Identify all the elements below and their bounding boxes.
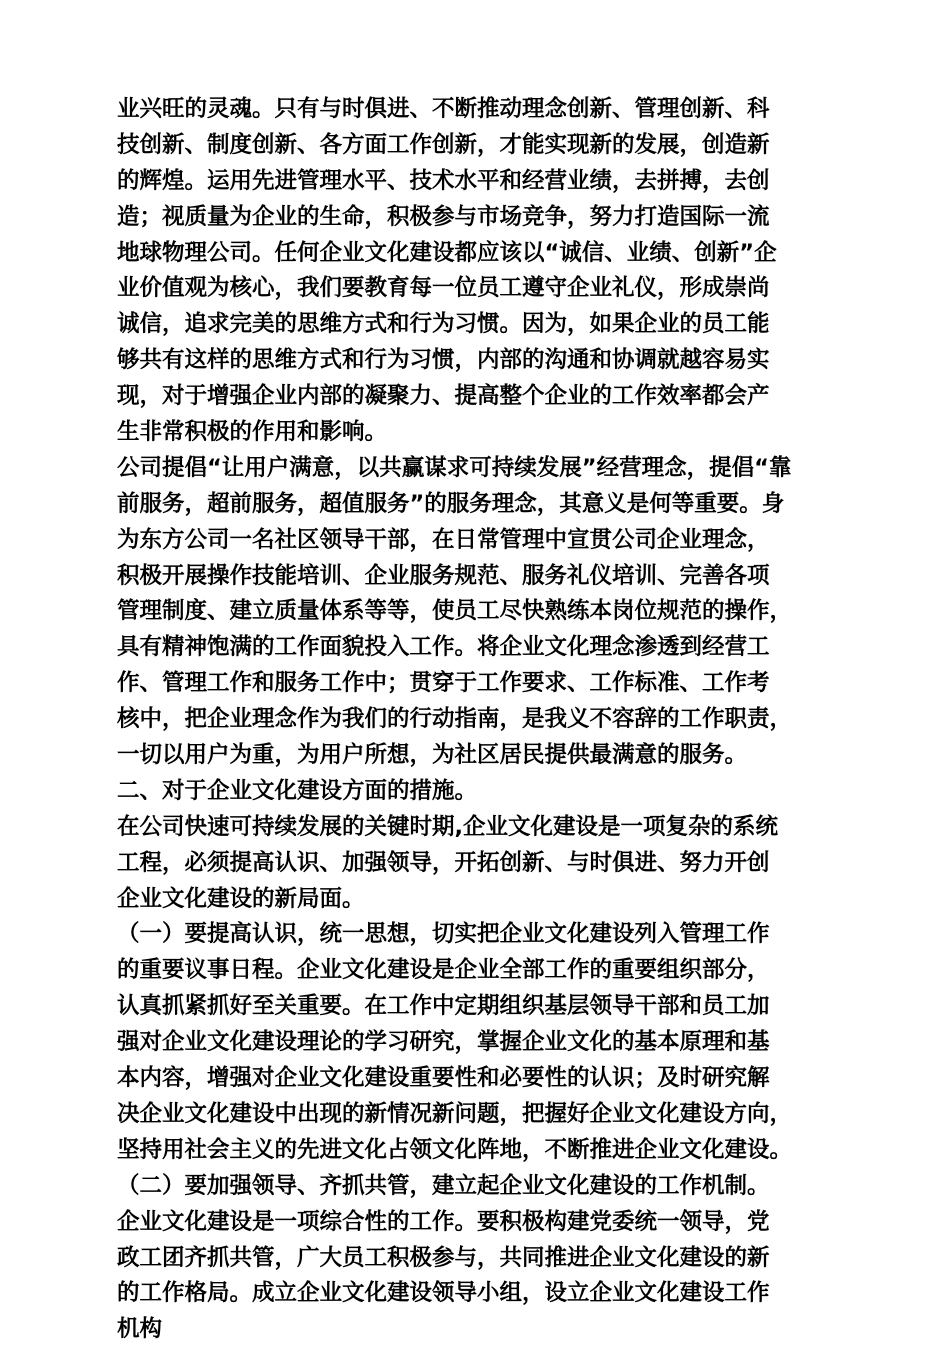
text-line: 业价值观为核心，我们要教育每一位员工遵守企业礼仪，形成崇尚 <box>117 275 770 302</box>
text-line: 前服务，超前服务，超值服务”的服务理念，其意义是何等重要。身 <box>117 490 785 517</box>
text-line: 公司提倡“让用户满意，以共赢谋求可持续发展”经营理念，提倡“靠 <box>117 454 792 481</box>
text-line: 的辉煌。运用先进管理水平、技术水平和经营业绩，去拼搏，去创 <box>117 167 770 194</box>
text-line: （一）要提高认识，统一思想，切实把企业文化建设列入管理工作 <box>117 921 770 948</box>
text-line: 坚持用社会主义的先进文化占领文化阵地，不断推进企业文化建设。 <box>117 1136 793 1163</box>
text-line: （二）要加强领导、齐抓共管，建立起企业文化建设的工作机制。 <box>117 1172 770 1199</box>
text-line: 政工团齐抓共管，广大员工积极参与，共同推进企业文化建设的新 <box>117 1244 770 1271</box>
text-line: 造；视质量为企业的生命，积极参与市场竞争，努力打造国际一流 <box>117 203 770 230</box>
section-heading: 二、对于企业文化建设方面的措施。 <box>117 777 478 804</box>
text-line: 认真抓紧抓好至关重要。在工作中定期组织基层领导干部和员工加 <box>117 993 770 1020</box>
text-line: 机构 <box>117 1316 163 1343</box>
text-line: 企业文化建设是一项综合性的工作。要积极构建党委统一领导，党 <box>117 1208 770 1235</box>
text-line: 够共有这样的思维方式和行为习惯，内部的沟通和协调就越容易实 <box>117 347 770 374</box>
text-line: 业兴旺的灵魂。只有与时俱进、不断推动理念创新、管理创新、科 <box>117 96 770 122</box>
text-line: 现，对于增强企业内部的凝聚力、提高整个企业的工作效率都会产 <box>117 383 770 410</box>
text-line: 企业文化建设的新局面。 <box>117 885 365 912</box>
text-line: 的工作格局。成立企业文化建设领导小组，设立企业文化建设工作 <box>117 1280 770 1307</box>
text-line: 具有精神饱满的工作面貌投入工作。将企业文化理念渗透到经营工 <box>117 634 770 661</box>
text-line: 管理制度、建立质量体系等等，使员工尽快熟练本岗位规范的操作， <box>117 598 793 625</box>
text-line: 工程，必须提高认识、加强领导，开拓创新、与时俱进、努力开创 <box>117 849 770 876</box>
text-line: 地球物理公司。任何企业文化建设都应该以“诚信、业绩、创新”企 <box>117 239 777 266</box>
text-line: 生非常积极的作用和影响。 <box>117 419 388 446</box>
text-line: 在公司快速可持续发展的关键时期,企业文化建设是一项复杂的系统 <box>117 813 779 840</box>
text-line: 技创新、制度创新、各方面工作创新，才能实现新的发展，创造新 <box>117 131 770 158</box>
text-line: 为东方公司一名社区领导干部，在日常管理中宣贯公司企业理念， <box>117 526 770 553</box>
text-line: 强对企业文化建设理论的学习研究，掌握企业文化的基本原理和基 <box>117 1029 770 1056</box>
text-line: 决企业文化建设中出现的新情况新问题，把握好企业文化建设方向， <box>117 1100 793 1127</box>
text-line: 一切以用户为重，为用户所想，为社区居民提供最满意的服务。 <box>117 742 748 769</box>
text-line: 积极开展操作技能培训、企业服务规范、服务礼仪培训、完善各项 <box>117 562 770 589</box>
text-line: 核中，把企业理念作为我们的行动指南，是我义不容辞的工作职责， <box>117 706 793 733</box>
document-body <box>117 92 837 1348</box>
text-line: 本内容，增强对企业文化建设重要性和必要性的认识；及时研究解 <box>117 1065 770 1092</box>
text-line: 作、管理工作和服务工作中；贯穿于工作要求、工作标准、工作考 <box>117 670 770 697</box>
text-line: 诚信，追求完美的思维方式和行为习惯。因为，如果企业的员工能 <box>117 311 770 338</box>
text-line: 的重要议事日程。企业文化建设是企业全部工作的重要组织部分， <box>117 957 770 984</box>
